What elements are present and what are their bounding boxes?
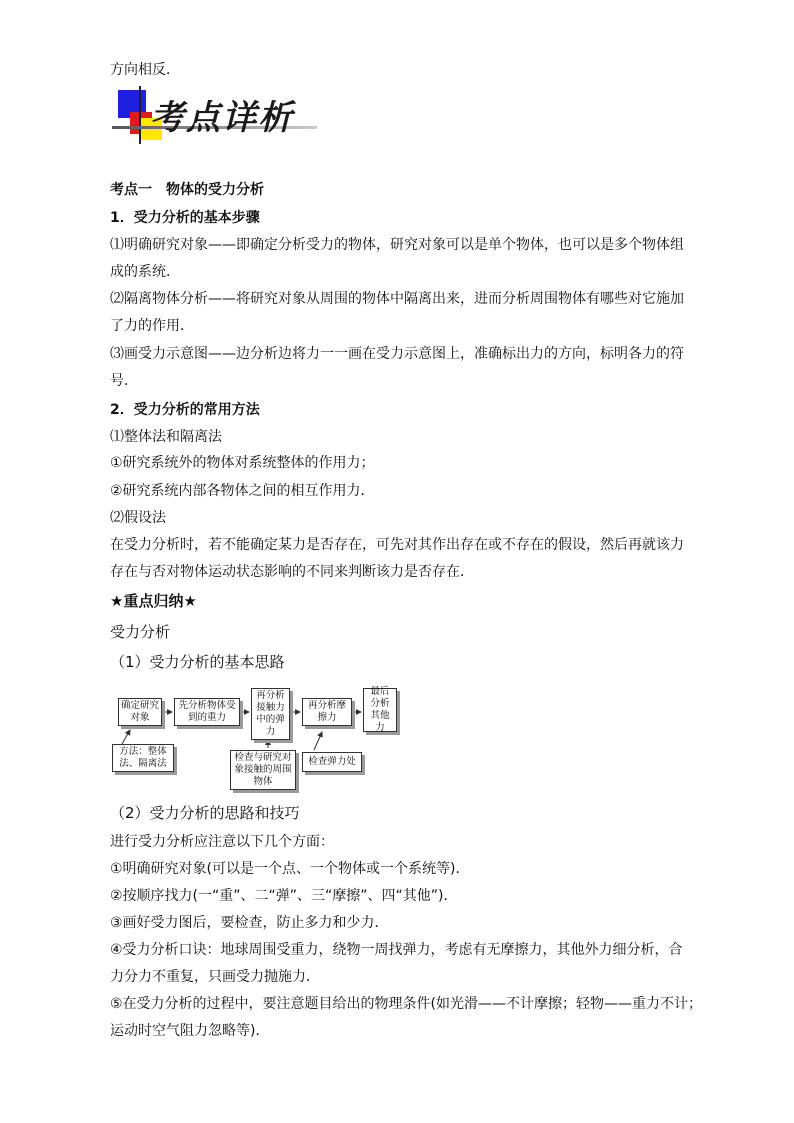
method-line-6: 存在与否对物体运动状态影响的不同来判断该力是否存在． (110, 564, 474, 580)
summary-line-2: ①明确研究对象(可以是一个点、一个物体或一个系统等)． (110, 861, 470, 877)
flow-note-1: 方法：整体法、隔离法 (112, 744, 174, 772)
summary-heading: ★重点归纳★ (110, 592, 197, 610)
summary-line-4: ③画好受力图后，要检查，防止多力和少力． (110, 915, 389, 931)
method-line-1: ⑴整体法和隔离法 (110, 429, 222, 445)
banner-vertical-line (139, 86, 141, 144)
summary-point-1: （1）受力分析的基本思路 (110, 653, 285, 671)
summary-line-5: ④受力分析口诀：地球周围受重力，绕物一周找弹力，考虑有无摩擦力，其他外力细分析，合 (110, 942, 683, 958)
summary-line-1: 进行受力分析应注意以下几个方面： (110, 834, 334, 850)
method-line-2: ①研究系统外的物体对系统整体的作用力； (110, 455, 375, 471)
top-line: 方向相反． (110, 62, 180, 78)
flow-note-3: 检查弹力处 (302, 752, 362, 772)
flow-box-4: 再分析摩擦力 (302, 698, 352, 726)
summary-line-6: 力分力不重复，只画受力抛施力． (110, 969, 320, 985)
flow-box-1: 确定研究对象 (118, 698, 162, 726)
summary-line-8: 运动时空气阻力忽略等)． (110, 1023, 270, 1039)
step-line-2: 成的系统． (110, 264, 180, 280)
force-analysis-flowchart (110, 688, 410, 794)
step-title: 1．受力分析的基本步骤 (110, 210, 260, 226)
banner-title: 考点详析 (150, 98, 294, 138)
method-title: 2．受力分析的常用方法 (110, 402, 260, 418)
step-line-4: 了力的作用． (110, 318, 194, 334)
summary-point-2: （2）受力分析的思路和技巧 (110, 804, 300, 822)
section-heading: 考点一 物体的受力分析 (110, 182, 264, 198)
flow-box-2: 先分析物体受到的重力 (174, 698, 240, 726)
step-line-5: ⑶画受力示意图——边分析边将力一一画在受力示意图上，准确标出力的方向，标明各力的符 (110, 346, 684, 362)
step-line-3: ⑵隔离物体分析——将研究对象从周围的物体中隔离出来，进而分析周围物体有哪些对它施加 (110, 291, 684, 307)
method-line-5: 在受力分析时，若不能确定某力是否存在，可先对其作出存在或不存在的假设，然后再就该力 (110, 537, 684, 553)
section-banner (112, 86, 322, 148)
summary-subtitle: 受力分析 (110, 623, 171, 641)
step-line-6: 号． (110, 373, 138, 389)
step-line-1: ⑴明确研究对象——即确定分析受力的物体，研究对象可以是单个物体，也可以是多个物体组 (110, 237, 684, 253)
method-line-3: ②研究系统内部各物体之间的相互作用力． (110, 483, 375, 499)
summary-line-7: ⑤在受力分析的过程中，要注意题目给出的物理条件(如光滑——不计摩擦；轻物——重力不计； (110, 996, 703, 1012)
summary-line-3: ②按顺序找力(一“重”、二“弹”、三“摩擦”、四“其他”)． (110, 888, 458, 904)
flow-box-5: 最后分析其他力 (363, 688, 397, 732)
flow-note-2: 检查与研究对象接触的周围物体 (230, 750, 296, 790)
method-line-4: ⑵假设法 (110, 510, 166, 526)
flow-box-3: 再分析接触力中的弹力 (251, 688, 290, 740)
